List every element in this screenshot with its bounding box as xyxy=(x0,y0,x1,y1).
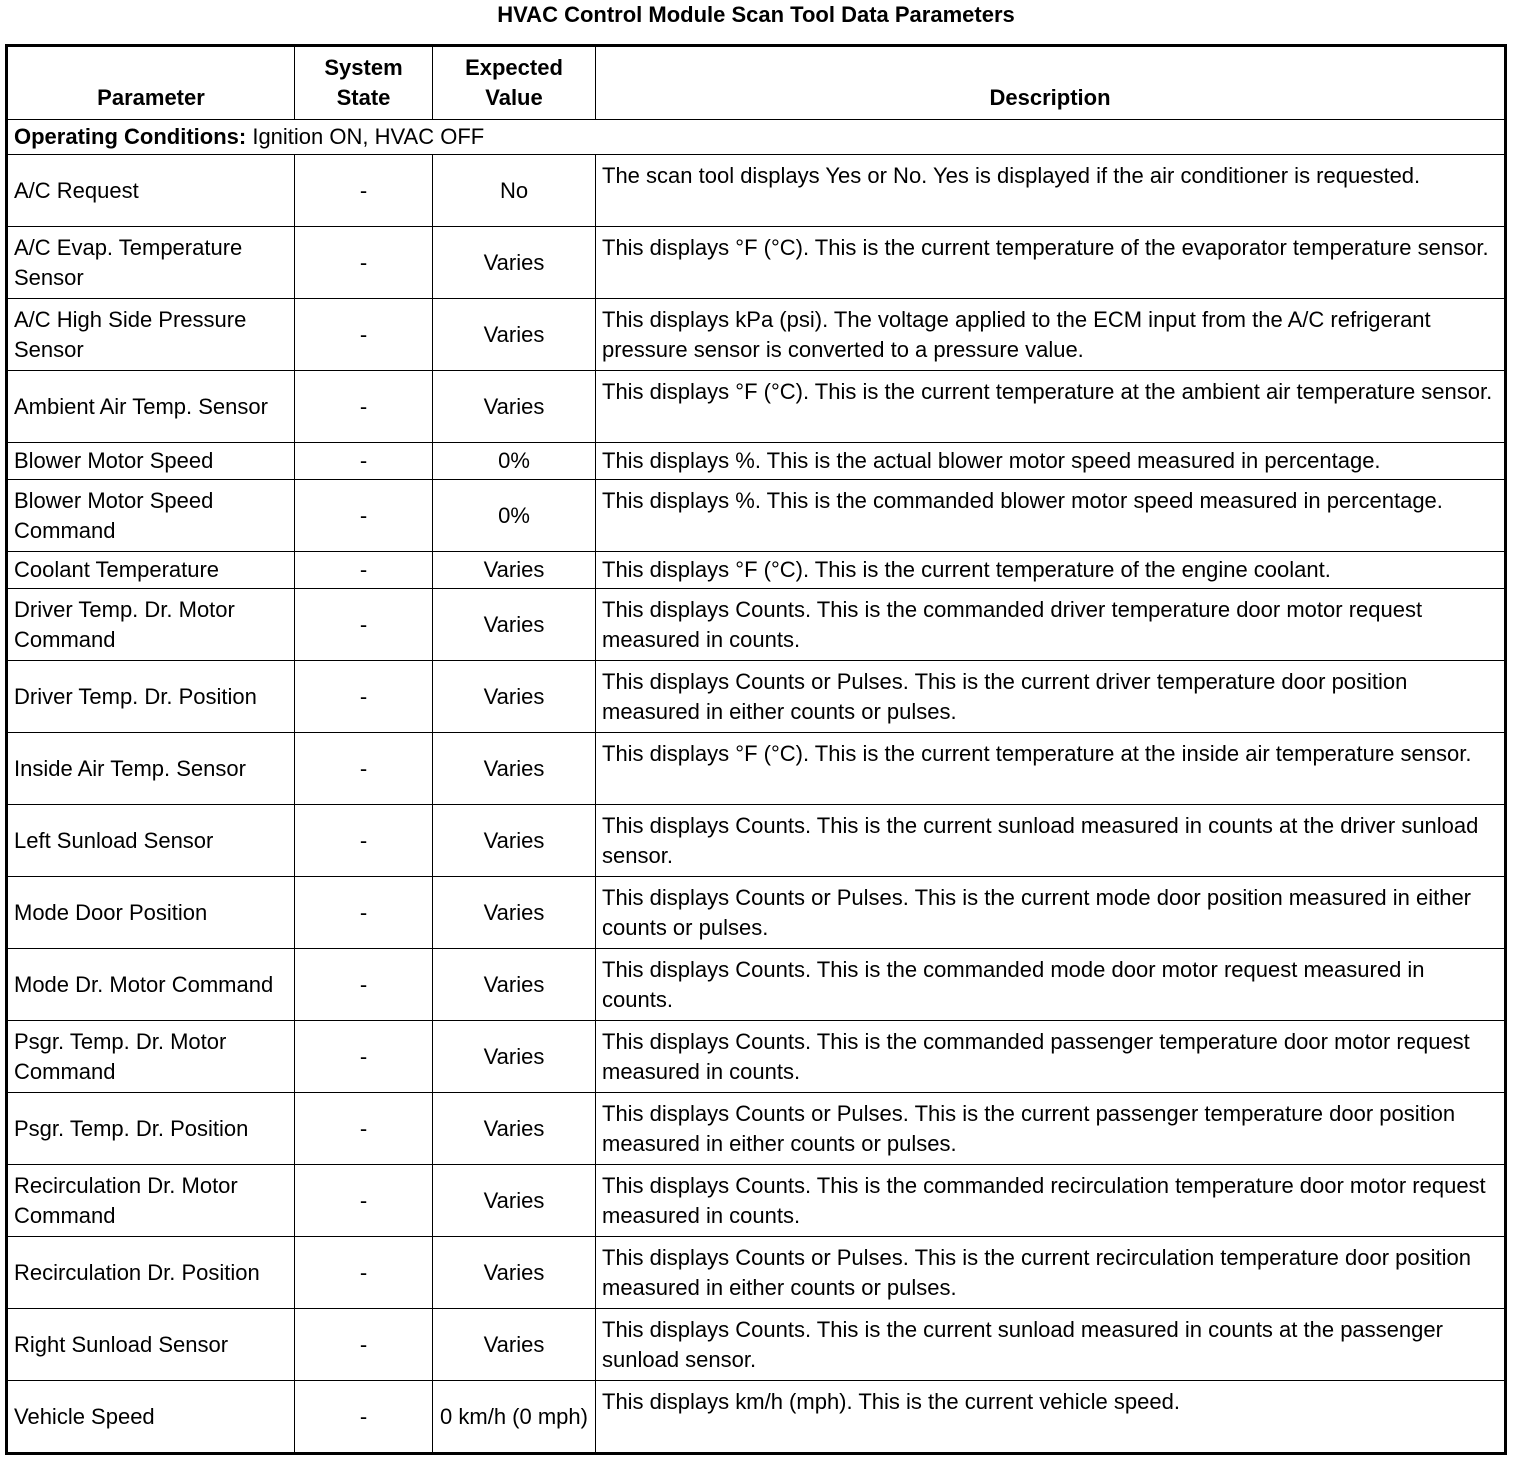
system-state-cell: - xyxy=(295,1309,433,1381)
description-cell: This displays km/h (mph). This is the current vehicle speed. xyxy=(596,1381,1506,1454)
expected-value-cell: Varies xyxy=(433,589,596,661)
system-state-cell: - xyxy=(295,589,433,661)
parameter-cell: Blower Motor Speed Command xyxy=(7,480,295,552)
expected-value-cell: Varies xyxy=(433,552,596,589)
table-row xyxy=(7,299,1506,371)
description-cell: This displays °F (°C). This is the current temperature of the engine coolant. xyxy=(596,552,1506,589)
system-state-cell: - xyxy=(295,299,433,371)
description-cell: This displays °F (°C). This is the current temperature at the ambient air temperature sensor. xyxy=(596,371,1506,443)
table-row xyxy=(7,877,1506,949)
system-state-cell: - xyxy=(295,227,433,299)
expected-value-cell: Varies xyxy=(433,1309,596,1381)
description-cell: This displays °F (°C). This is the current temperature at the inside air temperature sensor. xyxy=(596,733,1506,805)
description-cell: This displays Counts or Pulses. This is the current mode door position measured in either counts or pulses. xyxy=(596,877,1506,949)
header-system-state: System State xyxy=(295,46,433,120)
system-state-cell: - xyxy=(295,443,433,480)
system-state-cell: - xyxy=(295,661,433,733)
system-state-cell: - xyxy=(295,949,433,1021)
table-row xyxy=(7,661,1506,733)
parameter-cell: Psgr. Temp. Dr. Motor Command xyxy=(7,1021,295,1093)
header-parameter: Parameter xyxy=(7,46,295,120)
parameter-cell: A/C Request xyxy=(7,155,295,227)
operating-conditions-row xyxy=(7,120,1506,155)
description-cell: This displays Counts. This is the current sunload measured in counts at the passenger sunload sensor. xyxy=(596,1309,1506,1381)
table-row xyxy=(7,155,1506,227)
expected-value-cell: Varies xyxy=(433,1093,596,1165)
operating-conditions-value: Ignition ON, HVAC OFF xyxy=(252,124,485,149)
expected-value-cell: Varies xyxy=(433,733,596,805)
scan-tool-data-table xyxy=(5,44,1507,1455)
description-cell: This displays %. This is the commanded blower motor speed measured in percentage. xyxy=(596,480,1506,552)
parameter-cell: Driver Temp. Dr. Motor Command xyxy=(7,589,295,661)
description-cell: This displays Counts. This is the commanded passenger temperature door motor request measured in counts. xyxy=(596,1021,1506,1093)
parameter-cell: Blower Motor Speed xyxy=(7,443,295,480)
expected-value-cell: No xyxy=(433,155,596,227)
description-cell: This displays Counts. This is the current sunload measured in counts at the driver sunload sensor. xyxy=(596,805,1506,877)
system-state-cell: - xyxy=(295,733,433,805)
table-row xyxy=(7,480,1506,552)
expected-value-cell: Varies xyxy=(433,1237,596,1309)
expected-value-cell: 0% xyxy=(433,480,596,552)
table-row xyxy=(7,733,1506,805)
table-row xyxy=(7,1309,1506,1381)
system-state-cell: - xyxy=(295,552,433,589)
parameter-cell: Driver Temp. Dr. Position xyxy=(7,661,295,733)
expected-value-cell: Varies xyxy=(433,949,596,1021)
table-row xyxy=(7,443,1506,480)
system-state-cell: - xyxy=(295,155,433,227)
parameter-cell: Recirculation Dr. Position xyxy=(7,1237,295,1309)
description-cell: This displays Counts. This is the commanded mode door motor request measured in counts. xyxy=(596,949,1506,1021)
system-state-cell: - xyxy=(295,877,433,949)
description-cell: This displays Counts or Pulses. This is the current passenger temperature door position measured in either counts or pulses. xyxy=(596,1093,1506,1165)
system-state-cell: - xyxy=(295,480,433,552)
table-row xyxy=(7,949,1506,1021)
parameter-cell: Vehicle Speed xyxy=(7,1381,295,1454)
expected-value-cell: Varies xyxy=(433,661,596,733)
parameter-cell: A/C Evap. Temperature Sensor xyxy=(7,227,295,299)
expected-value-cell: Varies xyxy=(433,227,596,299)
header-expected-value: Expected Value xyxy=(433,46,596,120)
expected-value-cell: Varies xyxy=(433,805,596,877)
parameter-cell: Psgr. Temp. Dr. Position xyxy=(7,1093,295,1165)
parameter-cell: Mode Door Position xyxy=(7,877,295,949)
system-state-cell: - xyxy=(295,371,433,443)
parameter-cell: Right Sunload Sensor xyxy=(7,1309,295,1381)
parameter-cell: Ambient Air Temp. Sensor xyxy=(7,371,295,443)
description-cell: This displays Counts or Pulses. This is the current recirculation temperature door position measured in either counts or pulses. xyxy=(596,1237,1506,1309)
header-description: Description xyxy=(596,46,1506,120)
expected-value-cell: Varies xyxy=(433,1165,596,1237)
expected-value-cell: 0% xyxy=(433,443,596,480)
description-cell: This displays Counts. This is the commanded driver temperature door motor request measured in counts. xyxy=(596,589,1506,661)
description-cell: This displays kPa (psi). The voltage applied to the ECM input from the A/C refrigerant pressure sensor is converted to a pressure value. xyxy=(596,299,1506,371)
table-row xyxy=(7,805,1506,877)
description-cell: This displays Counts. This is the commanded recirculation temperature door motor request measured in counts. xyxy=(596,1165,1506,1237)
table-row xyxy=(7,589,1506,661)
parameter-cell: Coolant Temperature xyxy=(7,552,295,589)
system-state-cell: - xyxy=(295,1093,433,1165)
system-state-cell: - xyxy=(295,1021,433,1093)
table-row xyxy=(7,1165,1506,1237)
expected-value-cell: Varies xyxy=(433,299,596,371)
table-row xyxy=(7,1237,1506,1309)
parameter-cell: A/C High Side Pressure Sensor xyxy=(7,299,295,371)
parameter-cell: Recirculation Dr. Motor Command xyxy=(7,1165,295,1237)
table-row xyxy=(7,371,1506,443)
system-state-cell: - xyxy=(295,1165,433,1237)
expected-value-cell: Varies xyxy=(433,1021,596,1093)
table-row xyxy=(7,1093,1506,1165)
table-row xyxy=(7,227,1506,299)
description-cell: The scan tool displays Yes or No. Yes is displayed if the air conditioner is requested. xyxy=(596,155,1506,227)
parameter-cell: Left Sunload Sensor xyxy=(7,805,295,877)
description-cell: This displays Counts or Pulses. This is the current driver temperature door position measured in either counts or pulses. xyxy=(596,661,1506,733)
system-state-cell: - xyxy=(295,1237,433,1309)
expected-value-cell: Varies xyxy=(433,371,596,443)
table-header-row xyxy=(7,46,1506,120)
expected-value-cell: Varies xyxy=(433,877,596,949)
table-row xyxy=(7,1021,1506,1093)
table-row xyxy=(7,1381,1506,1454)
operating-conditions xyxy=(7,120,1506,155)
system-state-cell: - xyxy=(295,805,433,877)
description-cell: This displays °F (°C). This is the current temperature of the evaporator temperature sensor. xyxy=(596,227,1506,299)
system-state-cell: - xyxy=(295,1381,433,1454)
description-cell: This displays %. This is the actual blower motor speed measured in percentage. xyxy=(596,443,1506,480)
parameter-cell: Mode Dr. Motor Command xyxy=(7,949,295,1021)
table-row xyxy=(7,552,1506,589)
expected-value-cell: 0 km/h (0 mph) xyxy=(433,1381,596,1454)
parameter-cell: Inside Air Temp. Sensor xyxy=(7,733,295,805)
page-title: HVAC Control Module Scan Tool Data Parameters xyxy=(497,2,1015,27)
operating-conditions-label: Operating Conditions: xyxy=(14,124,247,149)
